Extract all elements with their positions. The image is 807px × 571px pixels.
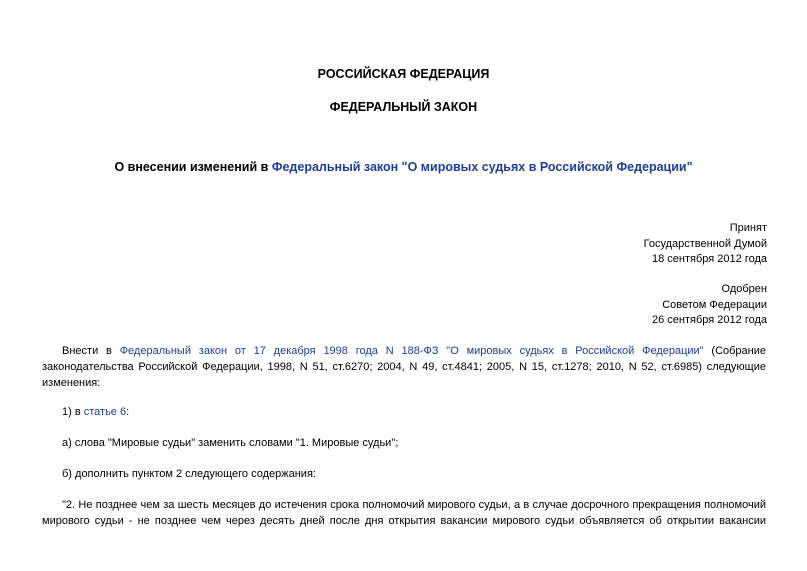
item-1-tail: : [126, 406, 130, 418]
item-1-lead: 1) в [62, 406, 84, 418]
law-type-heading: ФЕДЕРАЛЬНЫЙ ЗАКОН [329, 100, 478, 114]
quoted-text [42, 497, 766, 529]
adopted-date: 18 сентября 2012 года [652, 253, 767, 265]
paragraph-amend-line1 [42, 343, 766, 359]
item-1 [42, 404, 766, 420]
approved-label: Одобрен [721, 283, 767, 295]
quoted-text-line2: мирового судьи - не позднее чем через десять дней после дня открытия вакансии мирового судьи объявляется об открытии вакансии [42, 515, 766, 527]
law-title-prefix: О внесении изменений в [114, 160, 272, 174]
adopted-body: Государственной Думой [643, 237, 767, 250]
approved-block [652, 282, 767, 329]
item-a: а) слова "Мировые судьи" заменить словами "1. Мировые судьи"; [62, 437, 399, 449]
approved-body: Советом Федерации [662, 298, 767, 311]
quoted-text-line1: "2. Не позднее чем за шесть месяцев до истечения срока полномочий мирового судьи, а в случае досрочного прекращения полномочий [62, 499, 766, 511]
country-heading: РОССИЙСКАЯ ФЕДЕРАЦИЯ [317, 67, 490, 81]
paragraph-amend-lead: Внести в [62, 345, 120, 357]
adopted-block [644, 221, 767, 268]
law-title-link[interactable]: Федеральный закон "О мировых судьях в Российской Федерации" [271, 160, 693, 174]
paragraph-amend-line2: законодательства Российской Федерации, 1998, N 51, ст.6270; 2004, N 49, ст.4841; 2005, N 15, ст.1278; 2010, N 52, ст.6985) следующие [42, 361, 766, 373]
paragraph-amend [42, 343, 766, 391]
approved-date: 26 сентября 2012 года [652, 314, 767, 326]
amended-law-link[interactable]: Федеральный закон от 17 декабря 1998 года N 188-ФЗ "О мировых судьях в Российской Федерации" [119, 345, 704, 357]
paragraph-amend-line3: изменения: [42, 377, 101, 389]
law-title [0, 160, 807, 174]
article-6-link[interactable]: статье 6 [83, 406, 127, 418]
adopted-label: Принят [729, 222, 767, 234]
item-b: б) дополнить пунктом 2 следующего содержания: [62, 468, 316, 480]
paragraph-amend-tail: (Собрание [703, 345, 767, 357]
